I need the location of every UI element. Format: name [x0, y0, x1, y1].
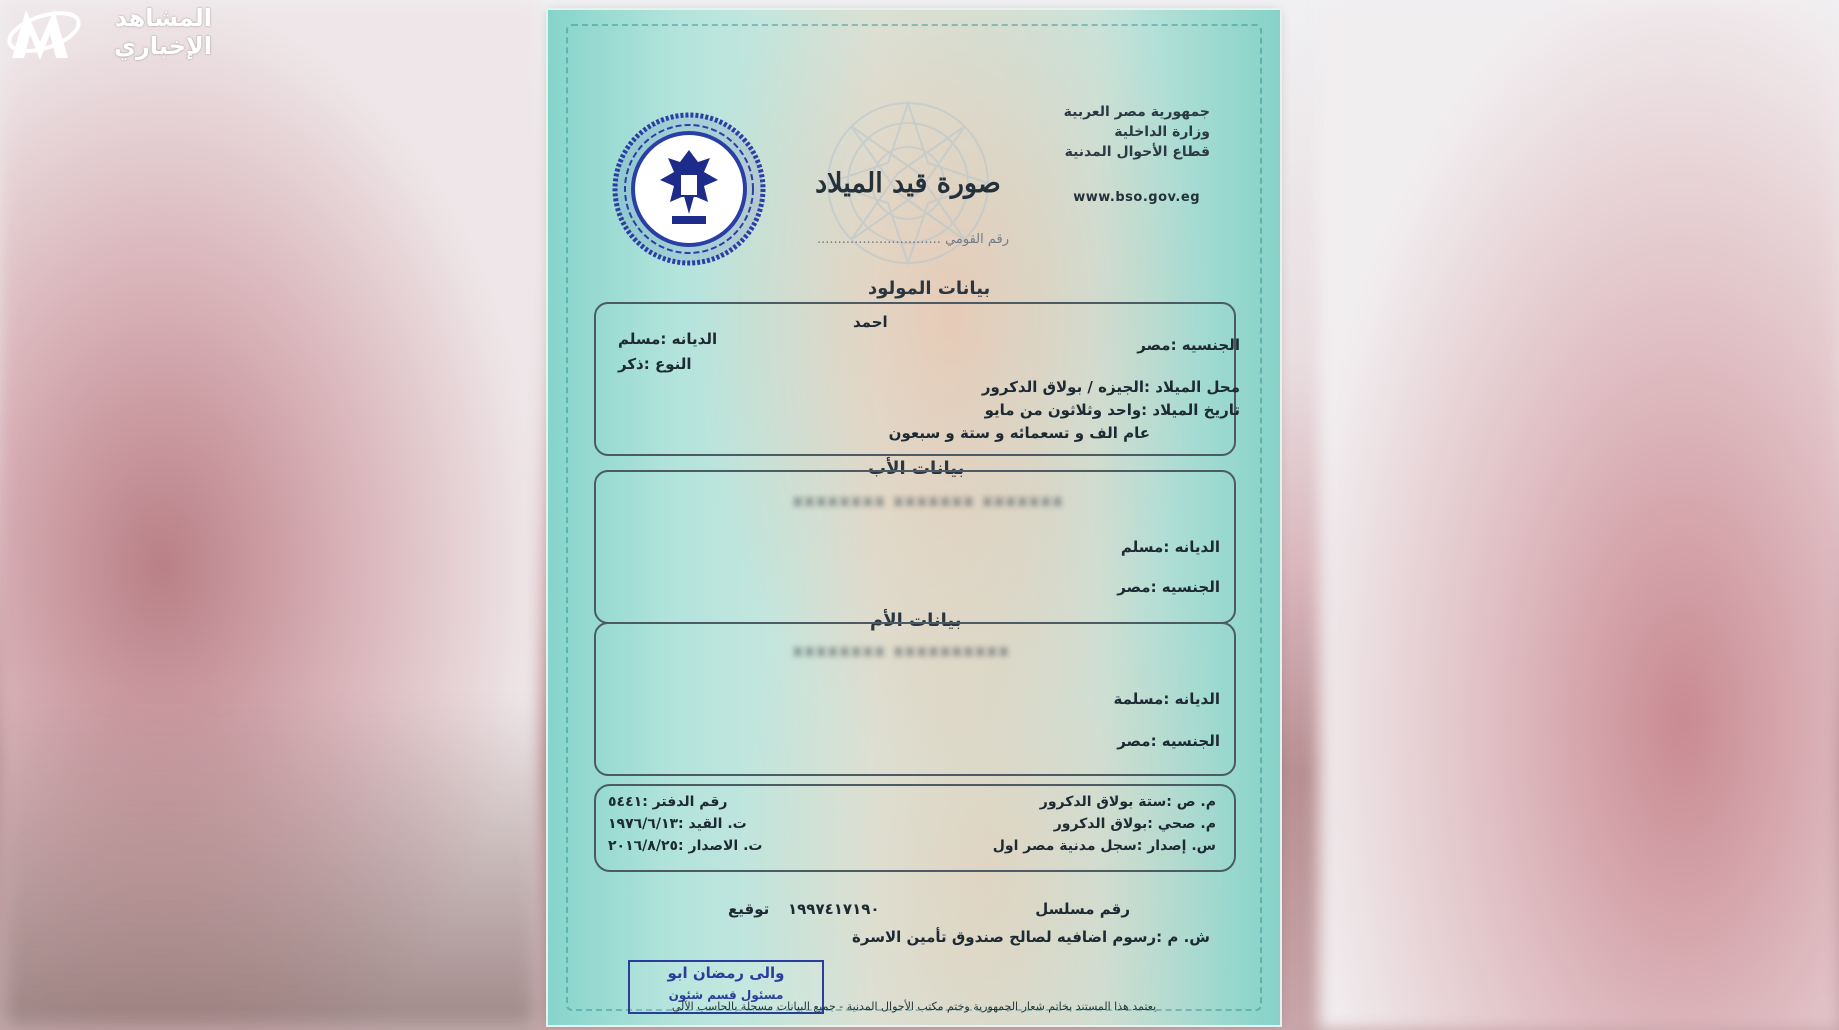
serial-number-label: رقم مسلسل — [1035, 900, 1130, 918]
section-title-mother: بيانات الأم — [870, 610, 962, 631]
national-id-strip: رقم القومي .............................. — [816, 232, 1010, 247]
serial-number-value: ١٩٩٧٤١٧١٩٠ — [788, 900, 880, 918]
watermark-logo — [4, 2, 214, 66]
newborn-nationality: الجنسيه :مصر — [1137, 336, 1240, 354]
government-header — [1010, 102, 1210, 162]
header-line: جمهورية مصر العربية — [1063, 104, 1210, 120]
footer-note: يعتمد هذا المستند بخاتم شعار الجمهورية وختم مكتب الأحوال المدنية - جميع البيانات مسجلة بالحاسب الآلي — [671, 1000, 1157, 1013]
header-line: وزارة الداخلية — [1114, 124, 1210, 140]
stamp-subtext: مسئول قسم شئون — [668, 988, 784, 1002]
fee-note: ش. م :رسوم اضافيه لصالح صندوق تأمين الاسرة — [852, 928, 1210, 946]
health-office: م. صحي :بولاق الدكرور — [1053, 816, 1216, 832]
newborn-birth-date-2: عام الف و تسعمائه و ستة و سبعون — [888, 424, 1150, 442]
father-name-redacted: xxxxxxxx xxxxxxx xxxxxxx — [793, 492, 1065, 510]
section-title-father: بيانات الأب — [868, 458, 965, 479]
newborn-religion: الديانه :مسلم — [618, 330, 718, 348]
record-date: ت. القيد :١٩٧٦/٦/١٣ — [608, 816, 747, 832]
mother-name-redacted: xxxxxxxx xxxxxxxxxx — [793, 642, 1011, 660]
stamp-text: والى رمضان ابو — [667, 964, 785, 982]
website-url: www.bso.gov.eg — [1073, 190, 1200, 205]
issuing-office: س. إصدار :سجل مدنية مصر اول — [992, 838, 1216, 854]
logo-globe-icon — [4, 2, 84, 64]
document-title: صورة قيد الميلاد — [815, 168, 1001, 199]
eagle-seal-icon — [610, 110, 768, 268]
newborn-birth-date-1: تاريخ الميلاد :واحد وثلاثون من مايو — [984, 401, 1240, 419]
logo-brand-text: المشاهد الإخباري — [113, 4, 212, 60]
mother-nationality: الجنسيه :مصر — [1117, 732, 1220, 750]
mother-religion: الديانه :مسلمة — [1113, 690, 1220, 708]
header-line: قطاع الأحوال المدنية — [1064, 144, 1210, 160]
signature-label: توقيع — [728, 900, 770, 918]
background-left-shadow — [0, 700, 540, 1030]
father-religion: الديانه :مسلم — [1120, 538, 1220, 556]
issue-date: ت. الاصدار :٢٠١٦/٨/٢٥ — [608, 838, 763, 854]
background-right-blur — [1319, 0, 1839, 1030]
book-number: رقم الدفتر :٥٤٤١ — [608, 794, 728, 810]
newborn-birth-place: محل الميلاد :الجيزه / بولاق الدكرور — [981, 378, 1240, 396]
father-nationality: الجنسيه :مصر — [1117, 578, 1220, 596]
newborn-gender: النوع :ذكر — [618, 355, 692, 373]
birth-certificate — [548, 10, 1280, 1025]
newborn-name: احمد — [853, 313, 888, 331]
registration-office: م. ص :ستة بولاق الدكرور — [1039, 794, 1216, 810]
section-title-newborn: بيانات المولود — [868, 278, 991, 299]
